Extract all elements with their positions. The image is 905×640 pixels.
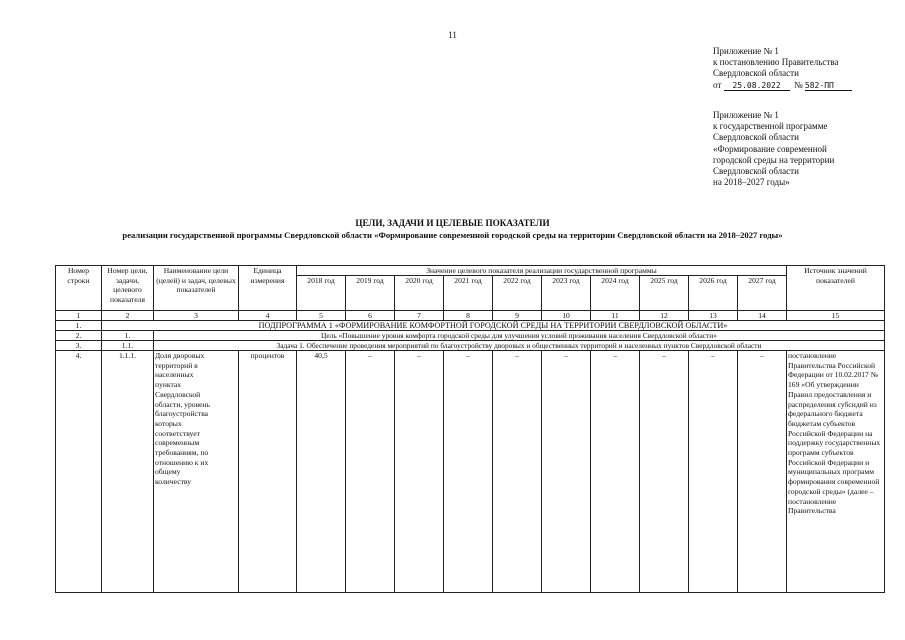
table-row (56, 341, 885, 351)
row-number: 4. (56, 351, 102, 593)
page-number: 11 (448, 30, 457, 40)
column-number: 10 (542, 311, 591, 321)
goal-code: 1. (102, 331, 154, 341)
appendix-line: к постановлению Правительства (713, 57, 839, 68)
indicator-value: – (689, 351, 738, 593)
header-source: Источник значений показателей (787, 266, 885, 311)
header-row-number: Номер строки (56, 266, 102, 311)
appendix-line: к государственной программе (713, 121, 828, 132)
appendix-line: городской среды на территории (713, 154, 835, 165)
column-number: 1 (56, 311, 102, 321)
column-number: 7 (395, 311, 444, 321)
indicator-unit: процентов (239, 351, 297, 593)
header-unit: Единица измерения (239, 266, 297, 311)
column-number: 13 (689, 311, 738, 321)
column-number: 5 (297, 311, 346, 321)
column-number: 9 (493, 311, 542, 321)
appendix-line: Свердловской области (713, 132, 799, 143)
appendix-resolution-block (713, 46, 898, 91)
resolution-date-line (713, 80, 898, 91)
indicator-value: – (346, 351, 395, 593)
header-year: 2027 год (738, 276, 787, 311)
number-prefix: № (794, 79, 803, 90)
header-year: 2024 год (591, 276, 640, 311)
table-row (56, 331, 885, 341)
header-year: 2026 год (689, 276, 738, 311)
row-number: 2. (56, 331, 102, 341)
header-year: 2022 год (493, 276, 542, 311)
header-year: 2020 год (395, 276, 444, 311)
table-row (56, 351, 885, 593)
header-year: 2019 год (346, 276, 395, 311)
task-code: 1.1. (102, 341, 154, 351)
column-number: 15 (787, 311, 885, 321)
column-number: 8 (444, 311, 493, 321)
indicator-value: – (444, 351, 493, 593)
column-number: 6 (346, 311, 395, 321)
row-number: 3. (56, 341, 102, 351)
header-year: 2023 год (542, 276, 591, 311)
document-subtitle: реализации государственной программы Свердловской области «Формирование современной городской среды на территории Свердловской области на 2018–2027 годы» (122, 230, 783, 240)
appendix-program-block (713, 110, 898, 188)
resolution-number: 582-ПП (805, 81, 852, 91)
date-prefix: от (713, 79, 722, 90)
table-row (56, 321, 885, 331)
appendix-line: Свердловской области (713, 68, 799, 79)
column-number: 2 (102, 311, 154, 321)
indicator-source: постановление Правительства Российской Федерации от 10.02.2017 № 169 «Об утверждении Правил предоставления и распределения субсидий из федерального бюджета бюджетам субъектов Российской Федерации на поддержку государственных программ субъектов Российской Федерации и муниципальных программ формирования современной городской среды» (далее – постановление Правительства (787, 351, 885, 593)
indicator-value: – (591, 351, 640, 593)
indicator-value: – (493, 351, 542, 593)
indicator-value: – (395, 351, 444, 593)
column-number: 11 (591, 311, 640, 321)
header-year: 2021 год (444, 276, 493, 311)
document-title: ЦЕЛИ, ЗАДАЧИ И ЦЕЛЕВЫЕ ПОКАЗАТЕЛИ (355, 218, 550, 228)
appendix-line: на 2018–2027 годы» (713, 177, 790, 188)
header-year: 2025 год (640, 276, 689, 311)
appendix-line: Приложение № 1 (713, 110, 779, 120)
column-number: 4 (239, 311, 297, 321)
header-values-group: Значение целевого показателя реализации государственной программы (297, 266, 787, 276)
column-number: 14 (738, 311, 787, 321)
indicator-value: 40,5 (297, 351, 346, 593)
indicator-value: – (738, 351, 787, 593)
task-text: Задача 1. Обеспечение проведения мероприятий по благоустройству дворовых и общественных территорий и населенных пунктов Свердловской области (154, 341, 885, 351)
column-number: 12 (640, 311, 689, 321)
header-name: Наименование цели (целей) и задач, целевых показателей (154, 266, 239, 311)
column-number: 3 (154, 311, 239, 321)
indicator-code: 1.1.1. (102, 351, 154, 593)
indicator-name: Доля дворовых территорий в населенных пунктах Свердловской области, уровень благоустройства которых соответствует современным требованиям, по отношению к их общему количеству (154, 351, 239, 593)
header-goal-number: Номер цели, задачи, целевого показателя (102, 266, 154, 311)
header-year: 2018 год (297, 276, 346, 311)
targets-table (55, 265, 885, 593)
column-numbers-row (56, 311, 885, 321)
subprogram-title: ПОДПРОГРАММА 1 «ФОРМИРОВАНИЕ КОМФОРТНОЙ ГОРОДСКОЙ СРЕДЫ НА ТЕРРИТОРИИ СВЕРДЛОВСКОЙ ОБЛАСТИ» (102, 321, 885, 331)
header-row (56, 266, 885, 276)
resolution-date: 25.08.2022 (724, 81, 790, 91)
appendix-line: «Формирование современной (713, 143, 827, 154)
row-number: 1. (56, 321, 102, 331)
appendix-line: Свердловской области (713, 166, 799, 177)
indicator-value: – (542, 351, 591, 593)
appendix-line: Приложение № 1 (713, 46, 779, 56)
goal-text: Цель «Повышение уровня комфорта городской среды для улучшения условий проживания населения Свердловской области» (154, 331, 885, 341)
indicator-value: – (640, 351, 689, 593)
